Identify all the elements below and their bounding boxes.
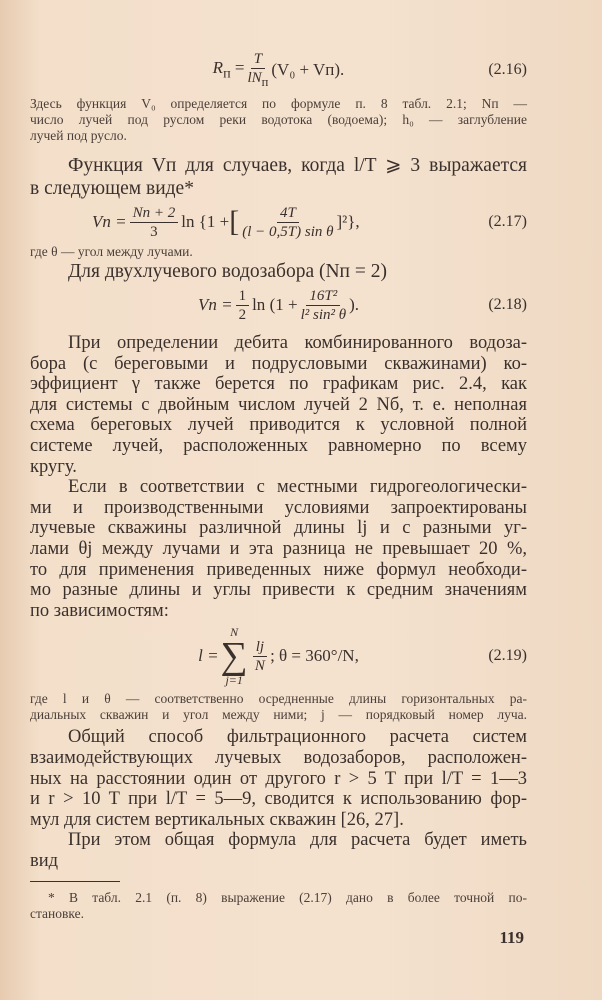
text-line: взаимодействующих лучевых водозаборов, расположен- xyxy=(30,747,527,768)
inner-fraction: $\frac{\text{16T²}}{\text{l² sin² θ}}$ xyxy=(300,287,347,323)
equation-2-16 xyxy=(30,48,527,92)
text-line: Здесь функция V₀ определяется по формуле п. 8 табл. 2.1; Nп — xyxy=(30,96,527,111)
equation-number: (2.19) xyxy=(488,647,527,665)
text-line: системе лучей, расположенных равномерно по всему xyxy=(30,435,527,456)
paren-close: ). xyxy=(349,295,360,314)
footnote-divider xyxy=(30,881,120,882)
equation-2-19 xyxy=(30,621,527,691)
eq-rest: ; θ = 360°/N, xyxy=(270,646,359,666)
brace-open: {1 + xyxy=(198,212,230,231)
text-line: становке. xyxy=(30,906,84,922)
bracket: [ xyxy=(229,205,240,238)
summation: N ∑ j=1 xyxy=(220,625,248,688)
text-line: Функция Vп для случаев, когда l/T ⩾ 3 выражается xyxy=(68,155,527,176)
text-line: мул для систем вертикальных скважин [26, 27]. xyxy=(30,809,404,830)
text-line: лучей под русло. xyxy=(30,128,127,143)
text-line: эффициент γ также берется по графикам рис. 2.4, как xyxy=(30,374,527,395)
equation-2-18 xyxy=(30,283,527,327)
text-line: в следующем виде* xyxy=(30,178,194,199)
paren-open: (1 + xyxy=(269,295,298,314)
text-line: мо разные длины и углы привести к средним значениям xyxy=(30,580,527,601)
text-line: и r > 10 T при l/T = 5—9, сводится к использованию фор- xyxy=(30,789,527,810)
fraction: $\frac{1}{2}$ xyxy=(236,287,250,324)
paragraph xyxy=(30,477,527,621)
inner-fraction: $\frac{4T}{\text{(l − 0,5T) sin θ}}$ xyxy=(242,204,334,240)
ln: ln xyxy=(252,295,266,314)
text-line: ных на расстоянии один от другого r > 5 T при l/T = 1—3 xyxy=(30,768,527,789)
paragraph xyxy=(30,333,527,477)
text-line: схема береговых лучей приводится к условной полной xyxy=(30,415,527,436)
fraction: $\frac{lj}{N}$ xyxy=(253,638,267,675)
text-line: кругу. xyxy=(30,456,77,477)
text-line: При этом общая формула для расчета будет иметь xyxy=(68,830,527,851)
equation-2-17 xyxy=(30,200,527,244)
equation-number: (2.17) xyxy=(488,213,527,230)
explanation-paragraph xyxy=(30,96,527,144)
equation-number: (2.16) xyxy=(488,61,527,78)
explanation-paragraph xyxy=(30,691,527,723)
equation-number: (2.18) xyxy=(488,296,527,313)
page-number: 119 xyxy=(499,928,524,947)
fraction: $\frac{T}{lN_п}$ xyxy=(247,50,269,89)
text-line: вид xyxy=(30,850,59,871)
footnote xyxy=(30,890,527,922)
text-line: Общий способ фильтрационного расчета систем xyxy=(68,727,527,748)
theta-note: где θ — угол между лучами. xyxy=(30,244,193,259)
text-line: Если в соответствии с местными гидрогеологически- xyxy=(68,477,527,498)
eq-lhs: Vп = xyxy=(92,212,127,231)
text-line: ми и производственными условиями запроектированы xyxy=(30,497,527,518)
text-line: * В табл. 2.1 (п. 8) выражение (2.17) дано в более точной по- xyxy=(48,890,527,906)
text-line: бора (с береговыми и подрусловыми скважинами) ко- xyxy=(30,353,527,374)
text-column xyxy=(30,48,527,922)
eq-lhs: $R_п$ = xyxy=(212,57,245,82)
eq-lhs: l = xyxy=(198,646,219,666)
eq-rhs: (V₀ + Vп). xyxy=(271,60,345,79)
fraction: $\frac{Nп + 2}{3}$ xyxy=(130,204,179,241)
text-line: При определении дебита комбинированного водоза- xyxy=(68,333,527,353)
text-line: лами θj между лучами и эта разница не превышает 20 %, xyxy=(30,538,527,559)
brace-close: ]²}, xyxy=(336,212,360,231)
text-line: по зависимостям: xyxy=(30,600,169,621)
eq-lhs: Vп = xyxy=(197,295,233,314)
text-line: диальных скважин и угол между ними; j — порядковый номер луча. xyxy=(30,707,527,723)
paragraph xyxy=(30,154,527,200)
text-line: где l и θ — соответственно осредненные длины горизонтальных ра- xyxy=(30,691,527,707)
text-line: число лучей под руслом реки водотока (водоема); h₀ — заглубление xyxy=(30,112,527,127)
text-line: лучевые скважины различной длины lj и с разными уг- xyxy=(30,518,527,539)
text-line: то для применения приведенных ниже формул необходи- xyxy=(30,559,527,580)
text-line: для системы с двойным числом лучей 2 Nб, т. е. неполная xyxy=(30,394,527,415)
paragraph xyxy=(30,727,527,871)
text-line: Для двухлучевого водозабора (Nп = 2) xyxy=(68,261,387,282)
ln: ln xyxy=(181,212,195,231)
